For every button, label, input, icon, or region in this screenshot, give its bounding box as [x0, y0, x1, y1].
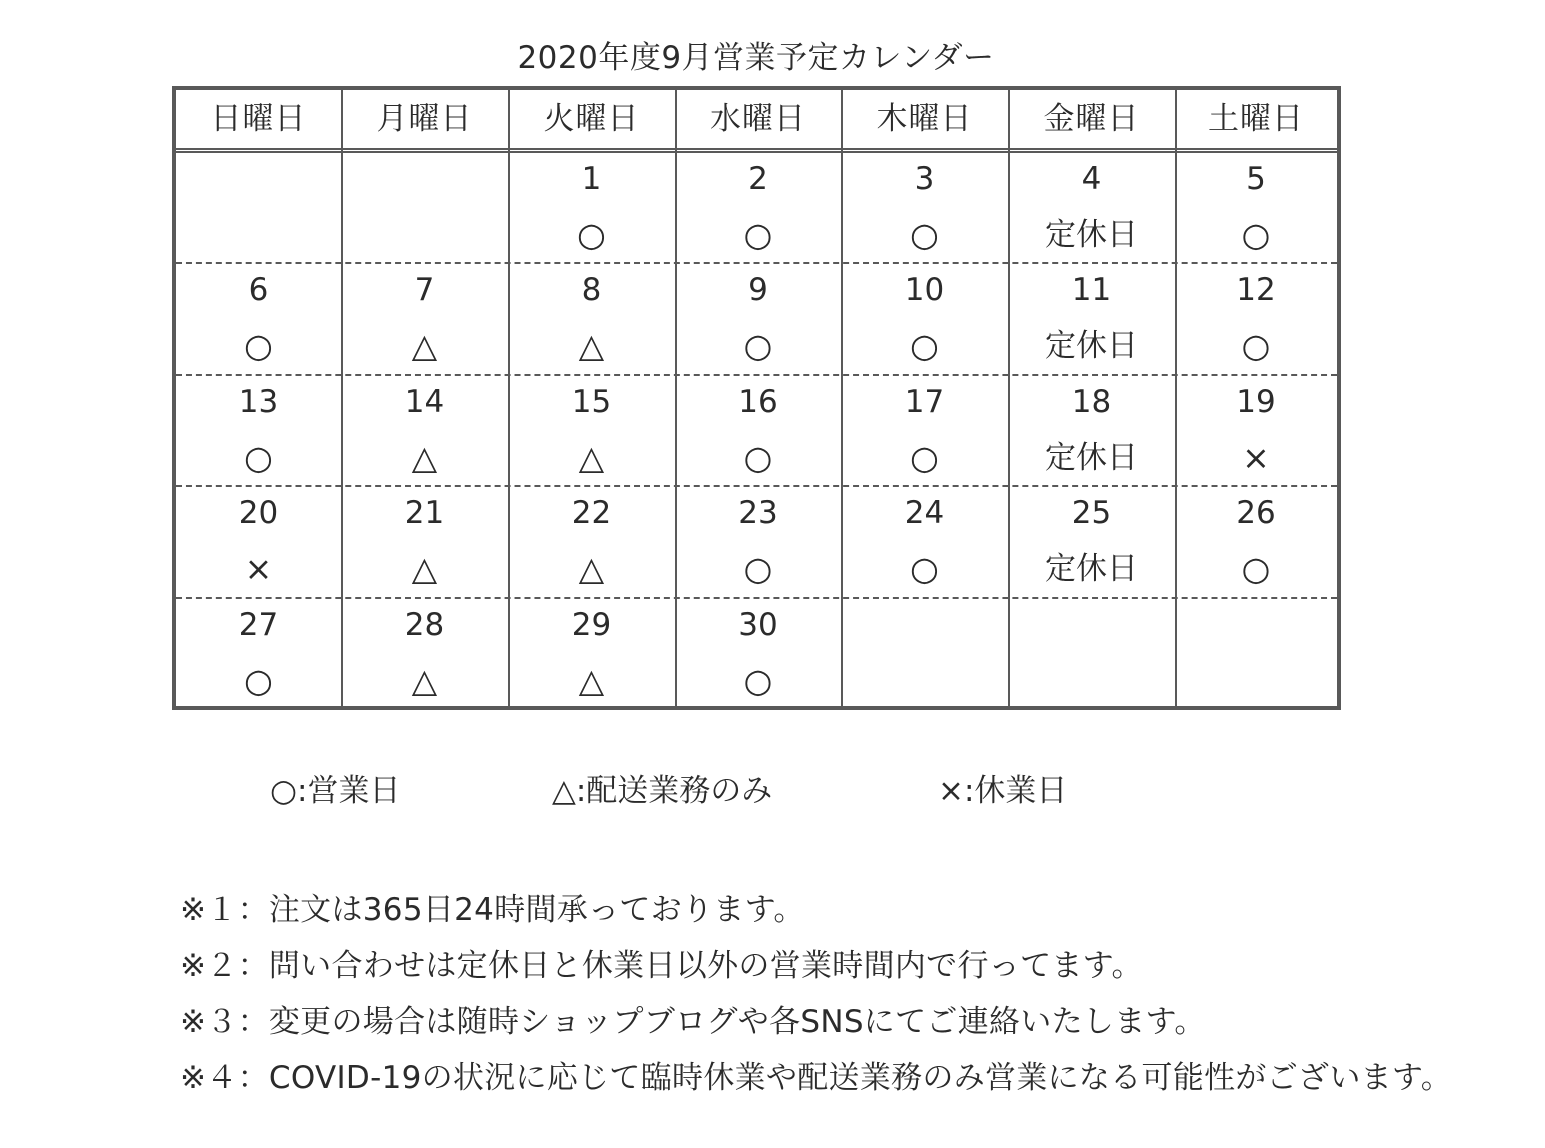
day-status: △ [578, 326, 605, 365]
day-number: 27 [238, 607, 279, 643]
day-cell [1175, 153, 1337, 262]
day-status: ○ [743, 215, 773, 254]
day-cell [841, 264, 1008, 374]
day-status: ○ [1241, 326, 1271, 365]
week-row-5 [176, 599, 1337, 706]
weekday-wednesday: 水曜日 [710, 101, 806, 137]
day-number: 11 [1071, 272, 1112, 308]
weekday-sunday: 日曜日 [210, 101, 307, 137]
day-cell [508, 376, 675, 485]
day-cell [1008, 376, 1175, 485]
day-number: 29 [571, 607, 612, 643]
day-cell [1175, 376, 1337, 485]
day-status: ○ [743, 326, 773, 365]
day-number: 20 [238, 495, 279, 531]
day-cell [508, 599, 675, 706]
day-number: 18 [1071, 384, 1112, 420]
day-cell [1008, 487, 1175, 597]
day-status: ○ [743, 661, 773, 700]
day-status: △ [411, 326, 438, 365]
column-divider [1175, 90, 1177, 706]
day-status: ○ [244, 326, 273, 365]
day-cell [675, 153, 841, 262]
weekday-friday: 金曜日 [1043, 101, 1140, 137]
day-number: 23 [738, 495, 778, 531]
legend-closed: ×:休業日 [938, 773, 1068, 809]
day-status: ○ [244, 438, 273, 477]
day-status: △ [411, 549, 438, 588]
day-cell [1175, 487, 1337, 597]
column-divider [1008, 90, 1010, 706]
calendar-table [172, 86, 1341, 710]
week-row-3 [176, 376, 1337, 487]
day-cell [1008, 153, 1175, 262]
day-cell [841, 376, 1008, 485]
day-status: ○ [910, 549, 939, 588]
weekday-thursday: 木曜日 [876, 101, 973, 137]
day-cell [176, 599, 341, 706]
day-status: △ [578, 661, 605, 700]
week-row-2 [176, 264, 1337, 376]
legend-delivery-only: △:配送業務のみ [552, 773, 773, 809]
day-status: △ [578, 549, 605, 588]
day-status: 定休日 [1045, 217, 1138, 253]
day-cell [341, 599, 508, 706]
day-cell [176, 153, 341, 262]
day-cell [508, 264, 675, 374]
day-cell [1008, 264, 1175, 374]
day-cell [176, 487, 341, 597]
day-cell [841, 487, 1008, 597]
note-4: ※４：COVID-19の状況に応じて臨時休業や配送業務のみ営業になる可能性がございます。 [180, 1060, 1453, 1096]
weekday-tuesday: 火曜日 [543, 101, 640, 137]
day-number: 28 [404, 607, 445, 643]
week-row-1 [176, 153, 1337, 264]
day-number: 10 [904, 272, 945, 308]
day-cell [341, 376, 508, 485]
day-cell [341, 264, 508, 374]
day-number: 8 [581, 272, 602, 308]
day-number: 7 [414, 272, 435, 308]
column-divider [841, 90, 843, 706]
column-divider [675, 90, 677, 706]
day-number: 1 [581, 161, 602, 197]
day-number: 4 [1081, 161, 1102, 197]
note-3: ※３：変更の場合は随時ショップブログや各SNSにてご連絡いたします。 [180, 1004, 1206, 1040]
note-1: ※１：注文は365日24時間承っております。 [180, 892, 805, 928]
day-status: ○ [577, 215, 606, 254]
calendar-title: 2020年度9月営業予定カレンダー [517, 40, 995, 76]
day-cell [675, 487, 841, 597]
day-cell [1175, 264, 1337, 374]
day-status: × [244, 549, 273, 588]
day-number: 2 [748, 161, 768, 197]
day-number: 25 [1071, 495, 1112, 531]
day-number: 14 [404, 384, 445, 420]
day-status: △ [578, 438, 605, 477]
day-cell [1008, 599, 1175, 706]
day-cell [675, 599, 841, 706]
weekday-header-row [176, 90, 1337, 150]
day-number: 24 [904, 495, 945, 531]
day-status: 定休日 [1045, 551, 1138, 587]
day-number: 17 [904, 384, 945, 420]
day-number: 26 [1236, 495, 1276, 531]
day-cell [675, 264, 841, 374]
day-status: ○ [1241, 215, 1271, 254]
day-status: ○ [910, 438, 939, 477]
day-number: 19 [1236, 384, 1276, 420]
day-number: 21 [404, 495, 445, 531]
day-cell [176, 376, 341, 485]
day-cell [341, 487, 508, 597]
day-number: 13 [238, 384, 279, 420]
day-status: ○ [244, 661, 273, 700]
day-cell [1175, 599, 1337, 706]
day-number: 3 [914, 161, 935, 197]
legend-open: ○:営業日 [270, 773, 401, 809]
day-cell [508, 487, 675, 597]
weekday-saturday: 土曜日 [1208, 101, 1304, 137]
day-number: 12 [1236, 272, 1276, 308]
day-number: 5 [1246, 161, 1266, 197]
day-status: ○ [1241, 549, 1271, 588]
day-status: × [1242, 438, 1270, 477]
day-status: ○ [743, 438, 773, 477]
notes-list [180, 882, 1452, 1106]
day-status: ○ [743, 549, 773, 588]
day-cell [675, 376, 841, 485]
day-cell [176, 264, 341, 374]
day-number: 16 [738, 384, 778, 420]
day-cell [841, 153, 1008, 262]
note-2: ※２：問い合わせは定休日と休業日以外の営業時間内で行ってます。 [180, 948, 1143, 984]
day-number: 9 [748, 272, 768, 308]
day-status: △ [411, 438, 438, 477]
day-status: 定休日 [1045, 328, 1138, 364]
day-number: 22 [571, 495, 612, 531]
day-status: 定休日 [1045, 440, 1138, 476]
day-cell [508, 153, 675, 262]
week-row-4 [176, 487, 1337, 599]
column-divider [508, 90, 510, 706]
day-status: ○ [910, 326, 939, 365]
day-number: 6 [248, 272, 269, 308]
day-cell [341, 153, 508, 262]
day-status: ○ [910, 215, 939, 254]
day-number: 30 [738, 607, 778, 643]
weekday-monday: 月曜日 [376, 101, 473, 137]
day-status: △ [411, 661, 438, 700]
day-cell [841, 599, 1008, 706]
day-number: 15 [571, 384, 612, 420]
column-divider [341, 90, 343, 706]
